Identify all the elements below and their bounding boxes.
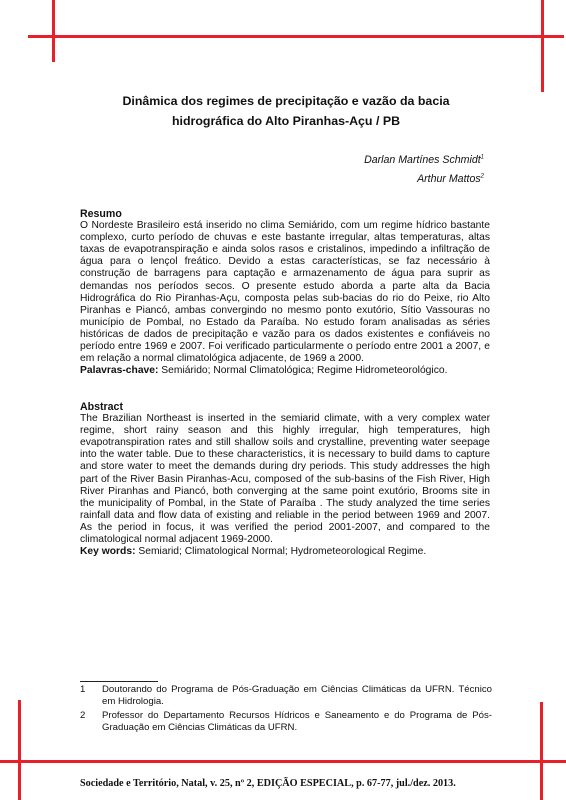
resumo-keywords-label: Palavras-chave: [80, 365, 159, 377]
title-line-1: Dinâmica dos regimes de precipitação e vazão da bacia [122, 94, 450, 108]
abstract-keywords [80, 546, 490, 558]
author-2 [417, 173, 484, 185]
abstract-keywords-text: Semiarid; Climatological Normal; Hydrometeorological Regime. [135, 546, 427, 558]
resumo-section [80, 208, 490, 377]
abstract-section [80, 401, 490, 558]
author-1 [364, 154, 484, 166]
abstract-body: The Brazilian Northeast is inserted in the semiarid climate, with a very complex water regime, short rainy season and this highly irregular, high temperatures, high evapotranspiration rates and still shallow soils and crystalline, preventing water seepage into the water table. Due to these characteristics, it is necessary to build dams to capture and store water to meet the demands during dry periods. This study addresses the high part of the River Basin Piranhas-Acu, composed of the sub-basins of the Fish River, High River Piranhas and Piancó, both converging at the same point exutório, Brooms site in the municipality of Pombal, in the State of Paraíba . The study analyzed the time series rainfall data and flow data of existing and reliable in the period between 1969 and 2007. As the period in focus, it was verified the period 2001-2007, and compared to the climatological normal adjacent 1969-2000. [80, 413, 490, 546]
footnote-1-text: Doutorando do Programa de Pós-Graduação em Ciências Climáticas da UFRN. Técnico em Hidrologia. [102, 684, 492, 707]
title-line-2: hidrográfica do Alto Piranhas-Açu / PB [171, 114, 401, 128]
footnote-1-number: 1 [80, 684, 86, 695]
resumo-heading: Resumo [80, 208, 122, 220]
author-1-mark: 1 [480, 154, 484, 161]
abstract-heading: Abstract [80, 401, 123, 413]
crop-mark-bottom-left-vertical [18, 700, 21, 800]
footnote-2 [80, 710, 492, 733]
author-1-name: Darlan Martínes Schmidt [364, 154, 481, 166]
crop-mark-right-vertical [541, 0, 544, 92]
crop-mark-top-left-vertical [52, 0, 55, 62]
author-2-name: Arthur Mattos [417, 173, 481, 185]
journal-footer: Sociedade e Território, Natal, v. 25, nº 2, EDIÇÃO ESPECIAL, p. 67-77, jul./dez. 2013. [80, 778, 456, 789]
author-2-mark: 2 [480, 173, 484, 180]
crop-mark-top-horizontal [28, 35, 564, 38]
footnote-2-number: 2 [80, 710, 86, 721]
resumo-body: O Nordeste Brasileiro está inserido no clima Semiárido, com um regime hídrico bastante complexo, curto período de chuvas e este bastante irregular, altas temperaturas, altas taxas de evapotranspiração e ainda solos rasos e cristalinos, impedindo a infiltração de água para o lençol freático. Devido a estas características, se faz necessário à construção de barragens para captação e armazenamento de água para suprir as demandas nos períodos secos. O presente estudo aborda a parte alta da Bacia Hidrográfica do Rio Piranhas-Açu, composta pelas sub-bacias do rio do Peixe, rio Alto Piranhas e Piancó, ambas convergindo no mesmo ponto exutório, Sítio Vassouras no município de Pombal, no Estado da Paraíba. No estudo foram analisadas as séries históricas de dados de precipitação e vazão para os dados existentes e confiáveis no período entre 1969 e 2007. Foi verificado particularmente o período entre 2001 a 2007, e em relação a normal climatológica adjacente, de 1969 a 2000. [80, 220, 490, 365]
resumo-keywords [80, 365, 490, 377]
crop-mark-bottom-right-vertical [540, 702, 543, 800]
footnote-1 [80, 684, 492, 707]
footnote-2-text: Professor do Departamento Recursos Hídricos e Saneamento e do Programa de Pós-Graduação em Ciências Climáticas da UFRN. [102, 710, 492, 733]
paper-title [80, 91, 492, 131]
footnote-rule [80, 681, 158, 682]
crop-mark-bottom-horizontal [0, 760, 566, 763]
abstract-keywords-label: Key words: [80, 546, 136, 558]
resumo-keywords-text: Semiárido; Normal Climatológica; Regime Hidrometeorológico. [158, 365, 448, 377]
footnotes [80, 684, 492, 736]
